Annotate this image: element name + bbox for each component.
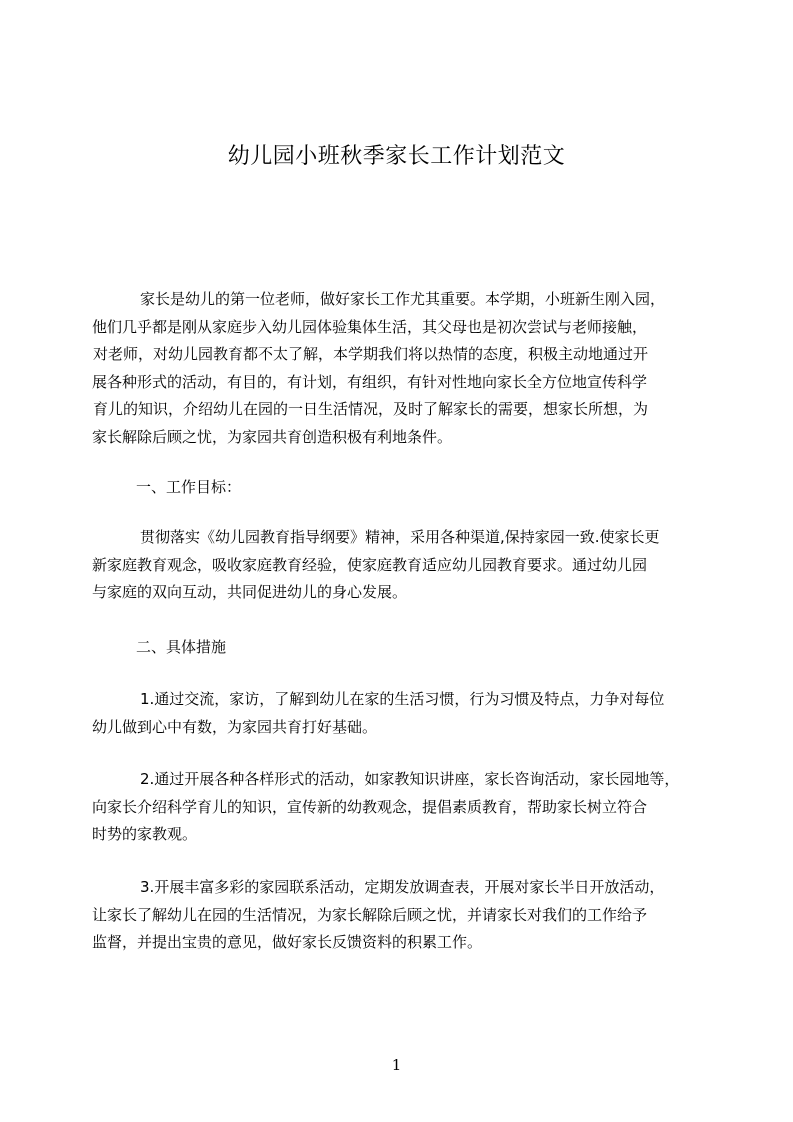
paragraph-line: 展各种形式的活动，有目的，有计划，有组织，有针对性地向家长全方位地宣传科学 [92, 372, 648, 391]
paragraph-line: 2.通过开展各种各样形式的活动，如家教知识讲座，家长咨询活动，家长园地等， [140, 770, 680, 788]
paragraph-line: 时势的家教观。 [92, 825, 198, 843]
paragraph-line: 与家庭的双向互动，共同促进幼儿的身心发展。 [92, 583, 408, 601]
paragraph-line: 监督，并提出宝贵的意见，做好家长反馈资料的积累工作。 [92, 933, 483, 951]
paragraph-line: 1.通过交流，家访，了解到幼儿在家的生活习惯，行为习惯及特点，力争对每位 [140, 690, 665, 708]
page-number: 1 [391, 1056, 402, 1074]
paragraph-line: 对老师，对幼儿园教育都不太了解，本学期我们将以热情的态度，积极主动地通过开 [93, 345, 649, 363]
paragraph-line: 家长解除后顾之忧，为家园共育创造积极有利地条件。 [92, 427, 453, 446]
paragraph-line: 3.开展丰富多彩的家园联系活动，定期发放调查表，开展对家长半日开放活动， [140, 878, 665, 896]
measure-1-paragraph [92, 686, 704, 741]
measure-3-paragraph [92, 874, 704, 957]
paragraph-line: 家长是幼儿的第一位老师，做好家长工作尤其重要。本学期，小班新生刚入园， [140, 290, 666, 308]
paragraph-line: 向家长介绍科学育儿的知识，宣传新的幼教观念，提倡素质教育，帮助家长树立符合 [92, 797, 648, 816]
paragraph-line: 让家长了解幼儿在园的生活情况，为家长解除后顾之忧，并请家长对我们的工作给予 [92, 905, 648, 924]
paragraph-line: 育儿的知识，介绍幼儿在园的一日生活情况，及时了解家长的需要，想家长所想，为 [93, 400, 649, 418]
paragraph-line: 贯彻落实《幼儿园教育指导纲要》精神，采用各种渠道,保持家园一致.使家长更 [140, 528, 660, 546]
document-title: 幼儿园小班秋季家长工作计划范文 [227, 144, 566, 169]
section-heading-goals: 一、工作目标： [136, 478, 242, 496]
section-heading-measures: 二、具体措施 [136, 638, 227, 656]
paragraph-line: 他们几乎都是刚从家庭步入幼儿园体验集体生活，其父母也是初次尝试与老师接触， [92, 317, 648, 336]
goals-paragraph [92, 524, 704, 607]
paragraph-line: 新家庭教育观念，吸收家庭教育经验，使家庭教育适应幼儿园教育要求。通过幼儿园 [92, 555, 648, 574]
measure-2-paragraph [92, 766, 704, 849]
paragraph-line: 幼儿做到心中有数，为家园共育打好基础。 [92, 717, 378, 736]
intro-paragraph [92, 286, 704, 451]
